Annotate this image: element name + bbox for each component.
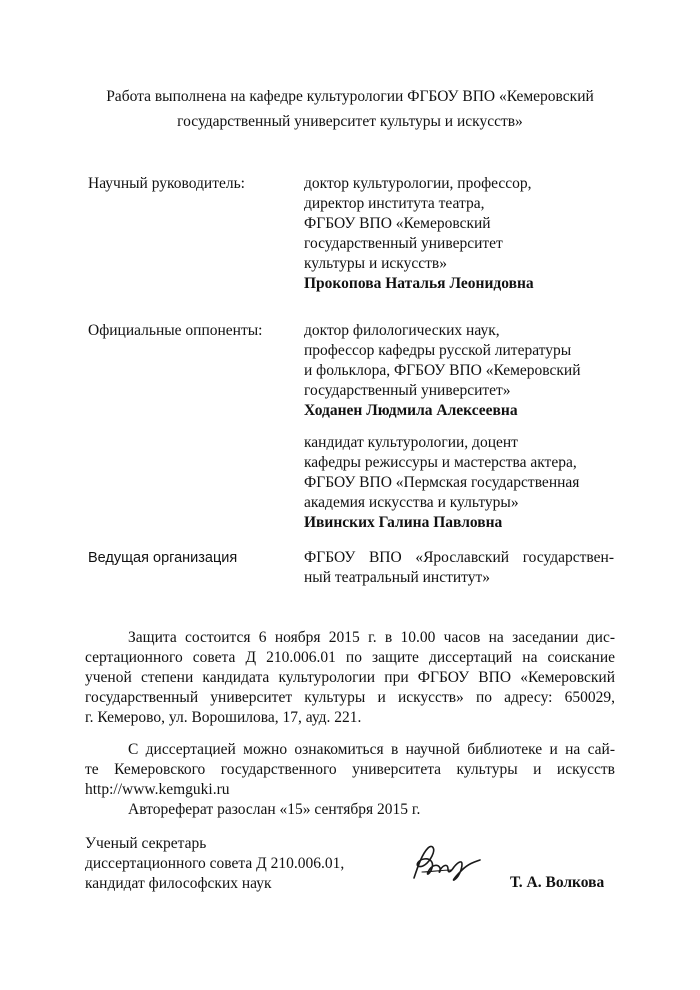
secretary-line: кандидат философских наук	[85, 875, 272, 892]
opponent-2-block	[304, 433, 622, 533]
opponent-2-name: Ивинских Галина Павловна	[304, 514, 503, 531]
leading-org-label: Ведущая организация	[88, 550, 238, 566]
supervisor-line: директор института театра,	[304, 195, 485, 212]
library-line: те Кемеровского государственного университета культуры и искусств	[85, 761, 615, 778]
supervisor-line: доктор культурологии, профессор,	[304, 175, 532, 192]
library-paragraph	[85, 740, 615, 820]
supervisor-line: ФГБОУ ВПО «Кемеровский	[304, 215, 491, 232]
opponent-2-line: кандидат культурологии, доцент	[304, 434, 518, 451]
header-line-2: государственный университет культуры и искусств»	[177, 113, 523, 130]
handwritten-signature-icon	[408, 842, 486, 886]
supervisor-label: Научный руководитель:	[88, 175, 245, 192]
supervisor-block	[304, 174, 622, 294]
opponent-2-line: кафедры режиссуры и мастерства актера,	[304, 454, 577, 471]
opponent-1-line: государственный университет»	[304, 382, 511, 399]
secretary-block	[85, 834, 344, 894]
opponent-1-name: Ходанен Людмила Алексеевна	[304, 402, 518, 419]
defense-line: Защита состоится 6 ноября 2015 г. в 10.00 часов на заседании дис-	[128, 629, 615, 646]
defense-line: г. Кемерово, ул. Ворошилова, 17, ауд. 221.	[85, 709, 362, 726]
opponent-2-line: академия искусства и культуры»	[304, 494, 519, 511]
defense-line: сертационного совета Д 210.006.01 по защите диссертаций на соискание	[85, 649, 615, 666]
leading-org-line-1: ФГБОУ ВПО «Ярославский государствен-	[304, 549, 614, 566]
library-link[interactable]: http://www.kemguki.ru	[85, 781, 230, 798]
opponent-1-line: и фольклора, ФГБОУ ВПО «Кемеровский	[304, 362, 581, 379]
supervisor-line: культуры и искусств»	[304, 255, 447, 272]
header-statement	[80, 84, 620, 134]
secretary-line: Ученый секретарь	[85, 835, 207, 852]
leading-org-block	[304, 548, 614, 588]
library-line: С диссертацией можно ознакомиться в научной библиотеке и на сай-	[128, 741, 615, 758]
defense-paragraph	[85, 628, 615, 728]
defense-line: государственный университет культуры и искусств» по адресу: 650029,	[85, 689, 615, 706]
leading-org-line-2: ный театральный институт»	[304, 569, 490, 586]
defense-line: ученой степени кандидата культурологии при ФГБОУ ВПО «Кемеровский	[85, 669, 615, 686]
supervisor-line: государственный университет	[304, 235, 503, 252]
opponents-label: Официальные оппоненты:	[88, 322, 263, 339]
secretary-line: диссертационного совета Д 210.006.01,	[85, 855, 345, 872]
opponent-1-line: профессор кафедры русской литературы	[304, 342, 572, 359]
header-line-1: Работа выполнена на кафедре культурологии ФГБОУ ВПО «Кемеровский	[106, 88, 594, 105]
opponent-1-line: доктор филологических наук,	[304, 322, 500, 339]
supervisor-name: Прокопова Наталья Леонидовна	[304, 275, 534, 292]
abstract-sent-date: Автореферат разослан «15» сентября 2015 г.	[128, 801, 421, 818]
opponent-2-line: ФГБОУ ВПО «Пермская государственная	[304, 474, 580, 491]
secretary-name: Т. А. Волкова	[510, 874, 605, 891]
opponent-1-block	[304, 321, 622, 421]
